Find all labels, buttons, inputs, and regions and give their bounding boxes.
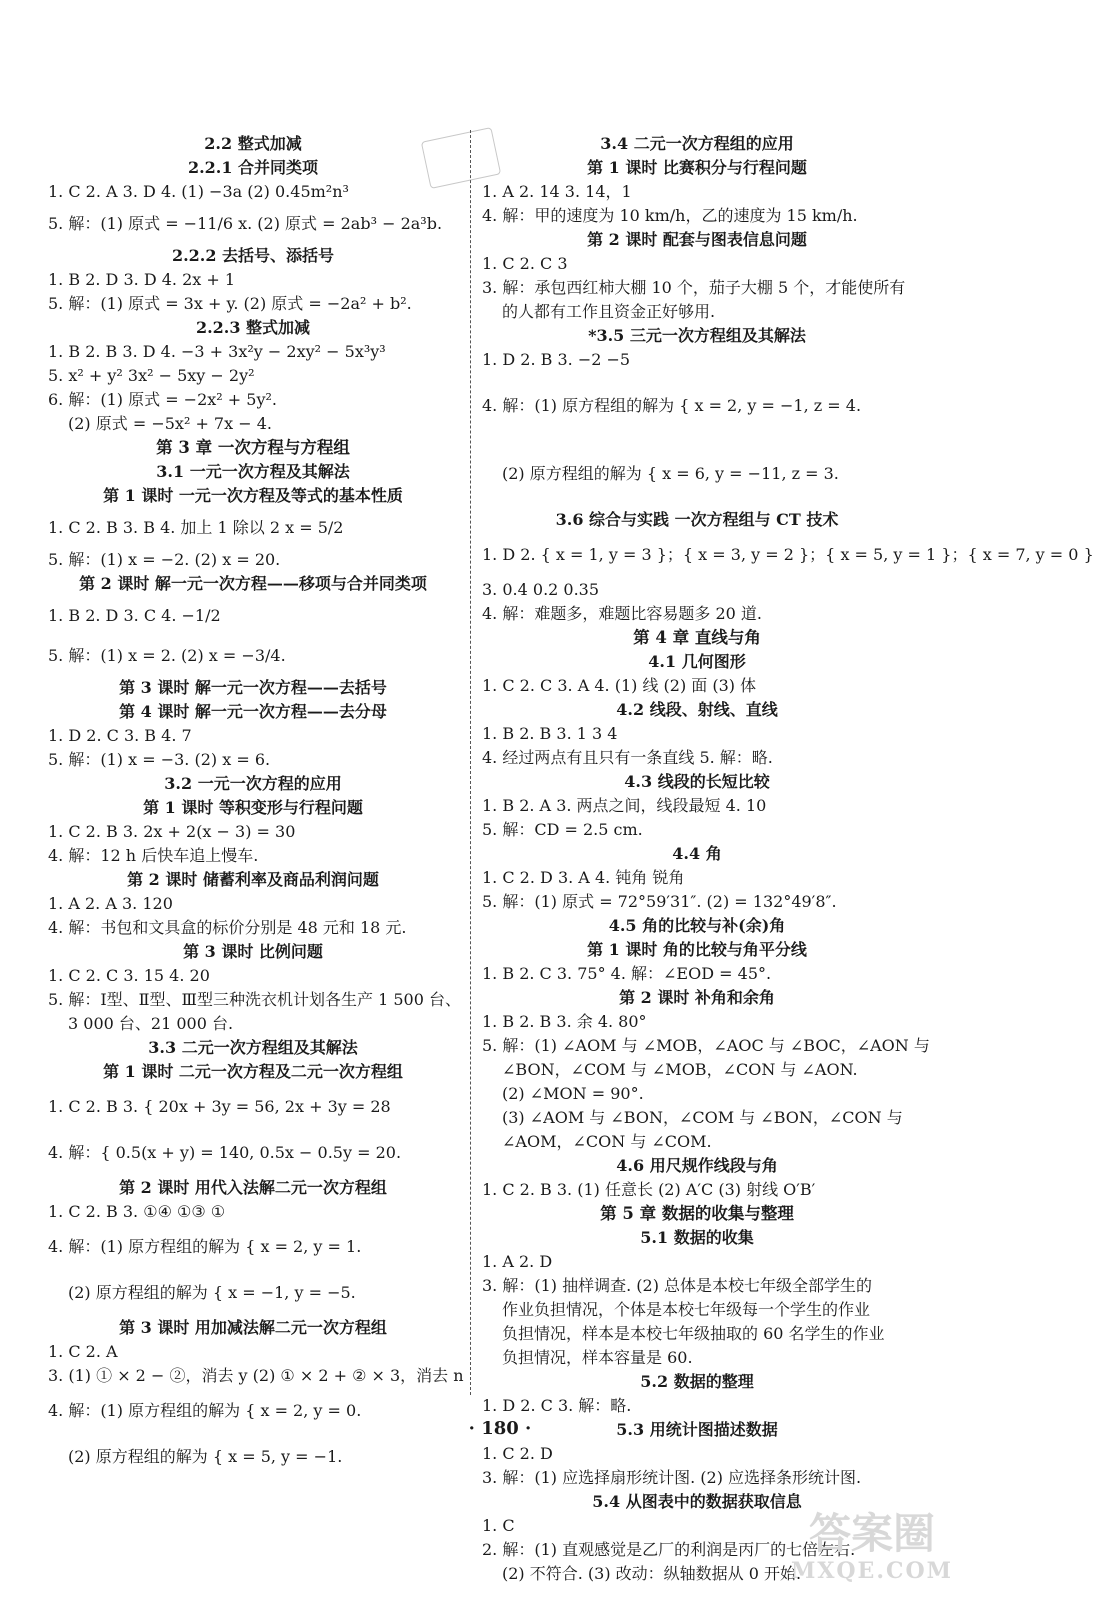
left-column [48,132,464,1480]
answer-line: 1. C 2. D 3. A 4. 钝角 锐角 [482,868,685,887]
section-heading: 第 4 课时 解一元一次方程——去分母 [119,702,387,721]
watermark-logo [762,1510,982,1590]
answer-continuation: (2) 原方程组的解为 { x = 5, y = −1. [68,1447,343,1466]
section-heading: 5.3 用统计图描述数据 [616,1420,778,1439]
answer-line: 1. D 2. C 3. 解：略. [482,1396,632,1415]
answer-line: 1. C 2. B 3. ①④ ①③ ① [48,1202,226,1221]
section-heading: 第 2 课时 储蓄利率及商品利润问题 [127,870,379,889]
section-heading: 第 3 课时 解一元一次方程——去括号 [119,678,387,697]
answer-line: 5. 解：CD = 2.5 cm. [482,820,643,839]
answer-line: 3. (1) ① × 2 − ②，消去 y (2) ① × 2 + ② × 3，消去 n [48,1366,464,1385]
section-heading: 5.1 数据的收集 [640,1228,754,1247]
section-heading: 3.1 一元一次方程及其解法 [156,462,350,481]
answer-line: 3. 解：(1) 应选择扇形统计图. (2) 应选择条形统计图. [482,1468,862,1487]
answer-line: 4. 解：(1) 原方程组的解为 { x = 2, y = −1, z = 4. [482,396,862,415]
answer-line: 1. C 2. C 3 [482,254,568,273]
section-heading: *3.5 三元一次方程组及其解法 [588,326,806,345]
answer-line: 1. C 2. C 3. A 4. (1) 线 (2) 面 (3) 体 [482,676,757,695]
answer-line: 5. 解：(1) x = −3. (2) x = 6. [48,750,271,769]
section-heading: 第 2 课时 用代入法解二元一次方程组 [119,1178,387,1197]
answer-line: 1. B 2. B 3. D 4. −3 + 3x²y − 2xy² − 5x³y³ [48,342,386,361]
answer-line: 1. A 2. 14 3. 14，1 [482,182,632,201]
answer-line: 5. 解：(1) ∠AOM 与 ∠MOB，∠AOC 与 ∠BOC，∠AON 与 [482,1036,930,1055]
section-heading: 2.2.3 整式加减 [195,318,311,337]
answer-line: 1. D 2. B 3. −2 −5 [482,350,631,369]
answer-line: 5. 解：(1) 原式 = −11/6 x. (2) 原式 = 2ab³ − 2a³b. [48,214,443,233]
answer-continuation: 作业负担情况，个体是本校七年级每一个学生的作业 [502,1300,871,1319]
answer-line: 4. 解：书包和文具盒的标价分别是 48 元和 18 元. [48,918,407,937]
column-divider [470,130,471,1395]
answer-continuation: 负担情况，样本容量是 60. [502,1348,693,1367]
answer-line: 1. B 2. D 3. C 4. −1/2 [48,606,221,625]
answer-line: 4. 经过两点有且只有一条直线 5. 解：略. [482,748,773,767]
chapter-heading: 第 3 章 一次方程与方程组 [156,438,350,457]
answer-continuation: 的人都有工作且资金正好够用. [502,302,716,321]
answer-line: 1. C 2. C 3. 15 4. 20 [48,966,210,985]
section-heading: 3.4 二元一次方程组的应用 [600,134,794,153]
section-heading: 第 2 课时 补角和余角 [619,988,775,1007]
answer-line: 6. 解：(1) 原式 = −2x² + 5y². [48,390,278,409]
answer-line: 4. 解：12 h 后快车追上慢车. [48,846,259,865]
answer-line: 5. 解：Ⅰ型、Ⅱ型、Ⅲ型三种洗衣机计划各生产 1 500 台、 [48,990,461,1009]
answer-line: 1. C 2. B 3. (1) 任意长 (2) A′C (3) 射线 O′B′ [482,1180,816,1199]
answer-line: 1. B 2. C 3. 75° 4. 解：∠EOD = 45°. [482,964,772,983]
answer-line: 1. C 2. A 3. D 4. (1) −3a (2) 0.45m²n³ [48,182,349,201]
answer-continuation: (2) 原方程组的解为 { x = 6, y = −11, z = 3. [502,464,839,483]
answer-line: 4. 解：(1) 原方程组的解为 { x = 2, y = 1. [48,1237,362,1256]
section-heading: 4.4 角 [672,844,722,863]
answer-line: 1. C 2. A [48,1342,118,1361]
section-heading: 第 3 课时 用加减法解二元一次方程组 [119,1318,387,1337]
section-heading: 5.2 数据的整理 [640,1372,754,1391]
watermark-en: MXQE.COM [790,1558,954,1584]
answer-line: 4. 解：(1) 原方程组的解为 { x = 2, y = 0. [48,1401,362,1420]
section-heading: 第 2 课时 配套与图表信息问题 [587,230,807,249]
answer-line: 5. x² + y² 3x² − 5xy − 2y² [48,366,255,385]
answer-line: 1. D 2. C 3. B 4. 7 [48,726,192,745]
section-heading: 第 1 课时 角的比较与角平分线 [587,940,807,959]
section-heading: 3.3 二元一次方程组及其解法 [148,1038,358,1057]
section-heading: 3.2 一元一次方程的应用 [164,774,342,793]
answer-line: 1. C 2. B 3. 2x + 2(x − 3) = 30 [48,822,296,841]
section-heading: 第 1 课时 等积变形与行程问题 [143,798,363,817]
answer-line: 4. 解：难题多，难题比容易题多 20 道. [482,604,762,623]
answer-line: 3. 0.4 0.2 0.35 [482,580,600,599]
answer-line: 1. B 2. A 3. 两点之间，线段最短 4. 10 [482,796,767,815]
section-heading: 第 1 课时 比赛积分与行程问题 [587,158,807,177]
answer-line: 1. B 2. B 3. 余 4. 80° [482,1012,647,1031]
answer-continuation: ∠BON，∠COM 与 ∠MOB，∠CON 与 ∠AON. [502,1060,858,1079]
chapter-heading: 第 5 章 数据的收集与整理 [600,1204,794,1223]
answer-line: 1. C 2. B 3. { 20x + 3y = 56, 2x + 3y = 28 [48,1097,391,1116]
answer-continuation: (2) 不符合. (3) 改动：纵轴数据从 0 开始. [502,1564,802,1583]
answer-line: 1. C [482,1516,515,1535]
section-heading: 4.2 线段、射线、直线 [616,700,778,719]
section-heading: 第 2 课时 解一元一次方程——移项与合并同类项 [79,574,427,593]
chapter-heading: 第 4 章 直线与角 [633,628,761,647]
answer-line: 1. D 2. { x = 1, y = 3 }；{ x = 3, y = 2 }；{ x = 5, y = 1 }；{ x = 7, y = 0 } [482,545,1094,564]
answer-continuation: 负担情况，样本是本校七年级抽取的 60 名学生的作业 [502,1324,885,1343]
answer-line: 1. B 2. B 3. 1 3 4 [482,724,618,743]
answer-line: 1. C 2. D [482,1444,553,1463]
right-column [482,132,1094,1586]
answer-line: 3. 解：承包西红柿大棚 10 个，茄子大棚 5 个，才能使所有 [482,278,906,297]
section-heading: 第 1 课时 二元一次方程及二元一次方程组 [103,1062,403,1081]
section-heading: 4.5 角的比较与补(余)角 [608,916,786,935]
answer-line: 2. 解：(1) 直观感觉是乙厂的利润是丙厂的七倍左右. [482,1540,856,1559]
answer-line: 5. 解：(1) 原式 = 3x + y. (2) 原式 = −2a² + b². [48,294,412,313]
section-heading: 2.2.2 去括号、添括号 [171,246,335,265]
answer-line: 1. A 2. A 3. 120 [48,894,173,913]
section-heading: 3.6 综合与实践 一次方程组与 CT 技术 [555,510,839,529]
section-heading: 4.6 用尺规作线段与角 [616,1156,778,1175]
answer-continuation: ∠AOM，∠CON 与 ∠COM. [502,1132,712,1151]
section-heading: 2.2.1 合并同类项 [187,158,319,177]
section-heading: 4.1 几何图形 [648,652,746,671]
page-number: · 180 · [468,1418,532,1439]
section-heading: 2.2 整式加减 [204,134,302,153]
answer-line: 1. C 2. B 3. B 4. 加上 1 除以 2 x = 5/2 [48,518,344,537]
section-heading: 4.3 线段的长短比较 [624,772,770,791]
section-heading: 5.4 从图表中的数据获取信息 [592,1492,802,1511]
answer-continuation: 3 000 台、21 000 台. [68,1014,234,1033]
answer-line: 3. 解：(1) 抽样调查. (2) 总体是本校七年级全部学生的 [482,1276,873,1295]
answer-line: 4. 解：甲的速度为 10 km/h，乙的速度为 15 km/h. [482,206,858,225]
answer-continuation: (2) 原式 = −5x² + 7x − 4. [68,414,272,433]
answer-line: 5. 解：(1) 原式 = 72°59′31″. (2) = 132°49′8″. [482,892,837,911]
answer-line: 5. 解：(1) x = −2. (2) x = 20. [48,550,281,569]
answer-line: 5. 解：(1) x = 2. (2) x = −3/4. [48,646,286,665]
answer-continuation: (2) 原方程组的解为 { x = −1, y = −5. [68,1283,356,1302]
answer-line: 1. B 2. D 3. D 4. 2x + 1 [48,270,236,289]
answer-line: 1. A 2. D [482,1252,553,1271]
section-heading: 第 3 课时 比例问题 [183,942,323,961]
watermark-cn: 答案圈 [808,1509,935,1558]
answer-line: 4. 解：{ 0.5(x + y) = 140, 0.5x − 0.5y = 20. [48,1143,402,1162]
answer-continuation: (2) ∠MON = 90°. [502,1084,644,1103]
section-heading: 第 1 课时 一元一次方程及等式的基本性质 [103,486,403,505]
answer-continuation: (3) ∠AOM 与 ∠BON，∠COM 与 ∠BON，∠CON 与 [502,1108,903,1127]
